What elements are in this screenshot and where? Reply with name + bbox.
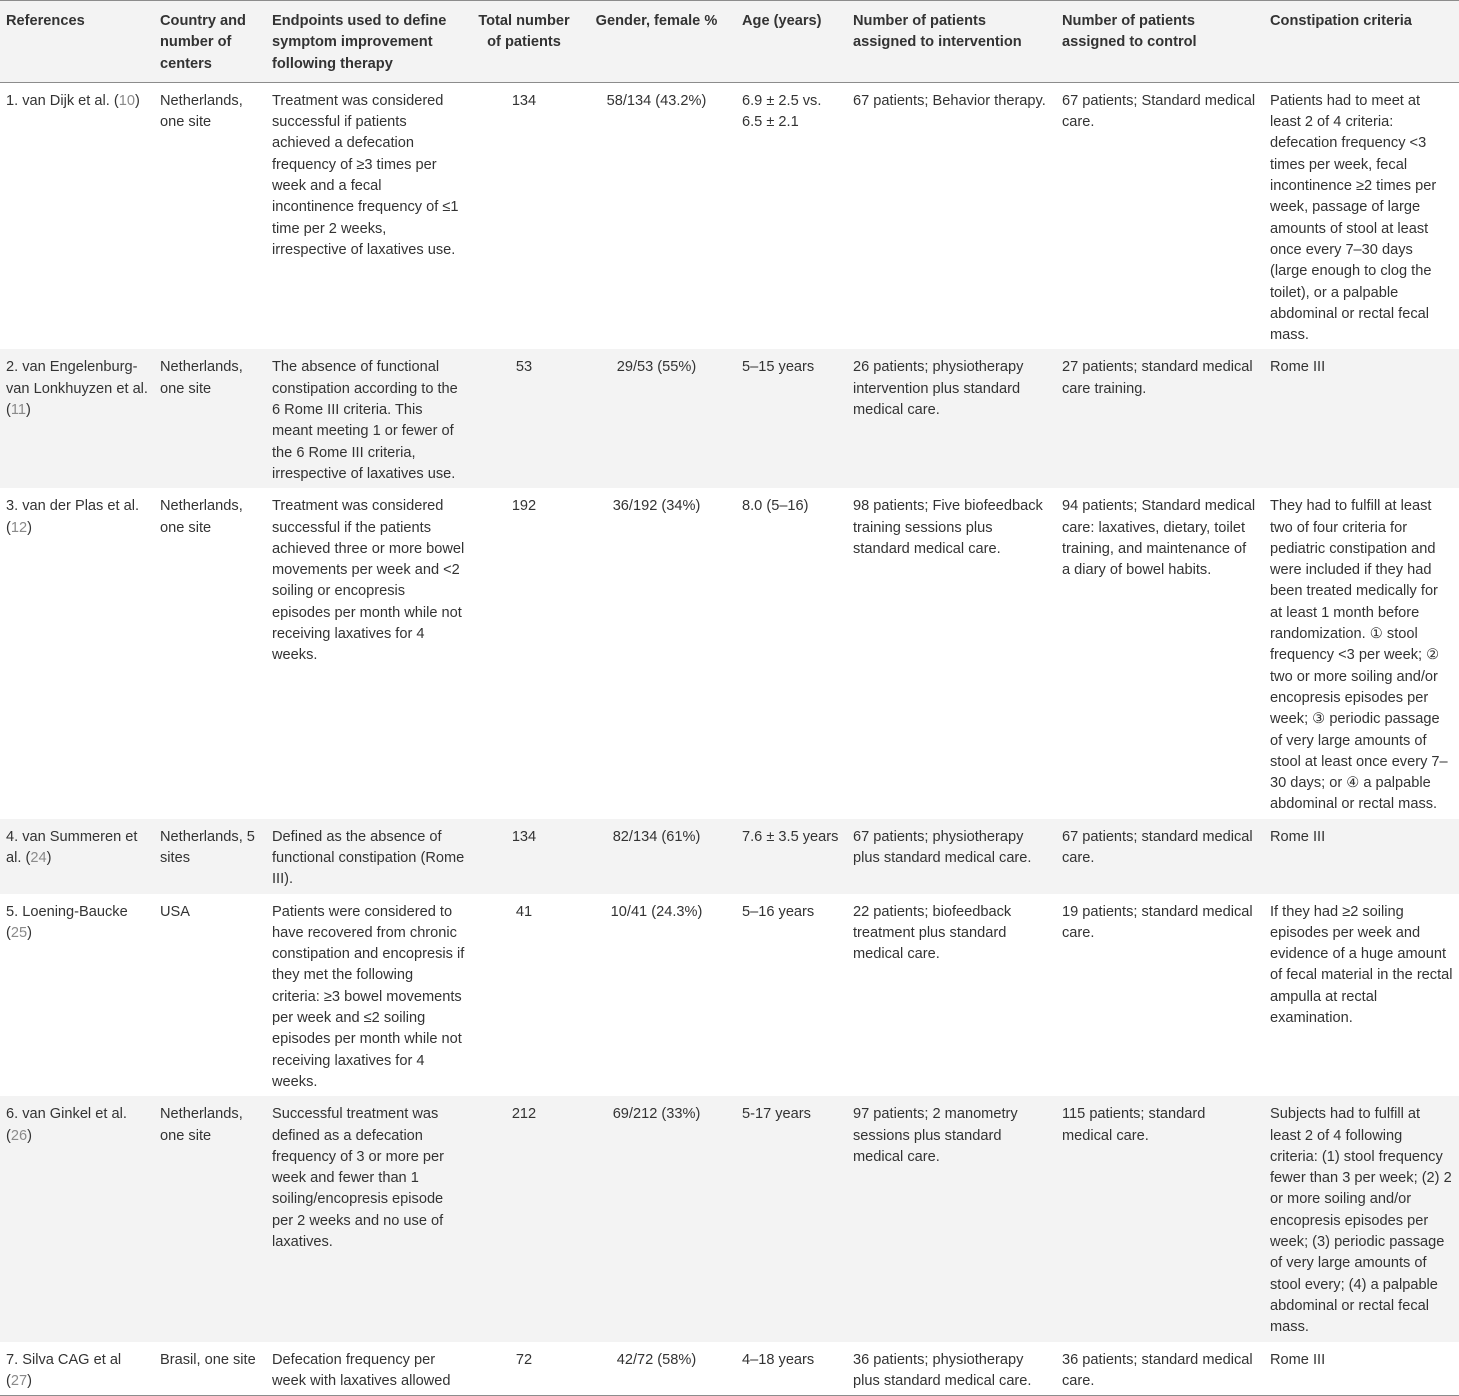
column-header-control: Number of patients assigned to control: [1062, 13, 1197, 51]
endpoints-cell: Treatment was considered successful if patients achieved a defecation frequency of ≥3 times per week and a fecal incontinence frequency of ≤1 time per 2 weeks, irrespective of laxatives use.: [272, 92, 459, 258]
reference-text: 6. van Ginkel et al. (: [6, 1106, 127, 1144]
criteria-cell: Subjects had to fulfill at least 2 of 4 following criteria: (1) stool frequency fewer than 3 per week; (2) 2 or more soiling and/or encopresis episodes per week; (3) periodic passage of very large amounts of stool every; (4) a palpable abdominal or rectal fecal mass.: [1270, 1106, 1452, 1336]
reference-link[interactable]: 25: [10, 924, 28, 941]
endpoints-cell: Successful treatment was defined as a defecation frequency of 3 or more per week and fewer than 1 soiling/encopresis episode per 2 weeks and no use of laxatives.: [272, 1106, 444, 1251]
age-cell: 4–18 years: [742, 1351, 815, 1368]
total-cell: 53: [515, 359, 533, 376]
column-header-country: Country and number of centers: [160, 13, 246, 72]
reference-link[interactable]: 11: [10, 402, 27, 419]
table-header: [0, 1, 1459, 83]
reference-close: ): [46, 849, 52, 866]
control-cell: 115 patients; standard medical care.: [1062, 1106, 1206, 1144]
country-cell: USA: [160, 903, 191, 920]
reference-link[interactable]: 10: [118, 92, 135, 109]
reference-text: 4. van Summeren et al. (: [6, 828, 138, 866]
endpoints-cell: Defined as the absence of functional constipation (Rome III).: [272, 828, 465, 888]
reference-text: 7. Silva CAG et al (: [6, 1351, 122, 1389]
reference-text: 2. van Engelenburg-van Lonkhuyzen et al. (: [6, 359, 148, 419]
table-row: [0, 82, 1459, 349]
intervention-cell: 26 patients; physiotherapy intervention plus standard medical care.: [853, 359, 1024, 419]
total-cell: 212: [511, 1106, 537, 1123]
age-cell: 5-17 years: [742, 1106, 811, 1123]
endpoints-cell: The absence of functional constipation according to the 6 Rome III criteria. This meant meeting 1 or fewer of the 6 Rome III criteria, irrespective of laxatives use.: [272, 359, 458, 482]
reference-text: 3. van der Plas et al. (: [6, 498, 140, 536]
reference-close: ): [134, 92, 140, 109]
endpoints-cell: Defecation frequency per week with laxatives allowed: [272, 1351, 451, 1389]
column-header-total: Total number of patients: [478, 13, 570, 51]
table-row: [0, 349, 1459, 488]
column-header-intervention: Number of patients assigned to intervention: [853, 13, 1022, 51]
gender-cell: 58/134 (43.2%): [606, 92, 707, 109]
reference-cell: [0, 894, 154, 1097]
gender-cell: 82/134 (61%): [612, 828, 701, 845]
reference-close: ): [27, 924, 32, 941]
total-cell: 134: [511, 828, 537, 845]
reference-link[interactable]: 27: [10, 1372, 28, 1389]
age-cell: 7.6 ± 3.5 years: [742, 828, 839, 845]
endpoints-cell: Patients were considered to have recovered from chronic constipation and encopresis if they met the following criteria: ≥3 bowel movements per week and ≤2 soiling episodes per month while not receiving laxatives for 4 weeks.: [272, 903, 465, 1090]
table-row: [0, 488, 1459, 818]
intervention-cell: 98 patients; Five biofeedback training sessions plus standard medical care.: [853, 498, 1043, 557]
control-cell: 67 patients; Standard medical care.: [1062, 92, 1256, 131]
intervention-cell: 67 patients; physiotherapy plus standard medical care.: [853, 828, 1032, 866]
control-cell: 36 patients; standard medical care.: [1062, 1351, 1253, 1389]
age-cell: 5–16 years: [742, 903, 815, 920]
criteria-cell: Rome III: [1270, 359, 1326, 376]
reference-cell: [0, 819, 154, 894]
control-cell: 67 patients; standard medical care.: [1062, 828, 1253, 866]
gender-cell: 10/41 (24.3%): [610, 903, 703, 920]
intervention-cell: 36 patients; physiotherapy plus standard medical care.: [853, 1351, 1032, 1389]
total-cell: 41: [515, 903, 533, 920]
reference-link[interactable]: 12: [10, 519, 28, 536]
total-cell: 72: [515, 1351, 533, 1368]
gender-cell: 69/212 (33%): [612, 1106, 701, 1123]
age-cell: 5–15 years: [742, 359, 815, 376]
reference-close: ): [27, 519, 32, 536]
age-cell: 8.0 (5–16): [742, 498, 809, 515]
criteria-cell: If they had ≥2 soiling episodes per week and evidence of a huge amount of fecal material in the rectal ampulla at rectal examination.: [1270, 903, 1453, 1027]
reference-close: ): [27, 1372, 32, 1389]
intervention-cell: 22 patients; biofeedback treatment plus standard medical care.: [853, 903, 1012, 963]
criteria-cell: Patients had to meet at least 2 of 4 criteria: defecation frequency <3 times per week, fecal incontinence ≥2 times per week, passage of large amounts of stool at least once every 7–30 days (large enough to clog the toilet), or a palpable abdominal or rectal fecal mass.: [1270, 92, 1437, 344]
table-row: [0, 1342, 1459, 1396]
country-cell: Netherlands, one site: [160, 498, 243, 536]
country-cell: Netherlands, one site: [160, 92, 243, 131]
column-header-endpoints: Endpoints used to define symptom improvement following therapy: [272, 13, 447, 72]
table-body: [0, 82, 1459, 1395]
intervention-cell: 97 patients; 2 manometry sessions plus standard medical care.: [853, 1106, 1018, 1165]
intervention-cell: 67 patients; Behavior therapy.: [853, 92, 1046, 109]
column-header-gender: Gender, female %: [595, 13, 718, 29]
reference-cell: [0, 1342, 154, 1396]
control-cell: 19 patients; standard medical care.: [1062, 903, 1253, 941]
header-row: [0, 1, 1459, 83]
table-row: [0, 819, 1459, 894]
table-row: [0, 1096, 1459, 1341]
criteria-cell: Rome III: [1270, 828, 1326, 845]
reference-cell: [0, 82, 154, 349]
table-row: [0, 894, 1459, 1097]
country-cell: Netherlands, 5 sites: [160, 828, 255, 866]
gender-cell: 29/53 (55%): [616, 359, 697, 376]
column-header-criteria: Constipation criteria: [1270, 13, 1412, 29]
reference-close: ): [27, 1127, 32, 1144]
country-cell: Brasil, one site: [160, 1351, 256, 1368]
total-cell: 192: [511, 498, 537, 515]
endpoints-cell: Treatment was considered successful if the patients achieved three or more bowel movements per week and <2 soiling or encopresis episodes per month while not receiving laxatives for 4 weeks.: [272, 498, 465, 664]
reference-cell: [0, 349, 154, 488]
criteria-cell: They had to fulfill at least two of four criteria for pediatric constipation and were included if they had been treated medically for at least 1 month before randomization. ① stool frequency <3 per week; ② two or more soiling and/or encopresis episodes per week; ③ periodic passage of very large amounts of stool at least once every 7–30 days; or ④ a palpable abdominal or rectal mass.: [1270, 498, 1448, 813]
age-cell: 6.9 ± 2.5 vs. 6.5 ± 2.1: [742, 92, 822, 131]
reference-close: ): [26, 402, 31, 419]
gender-cell: 42/72 (58%): [616, 1351, 697, 1368]
control-cell: 94 patients; Standard medical care: laxatives, dietary, toilet training, and maintenance of a diary of bowel habits.: [1062, 498, 1256, 579]
column-header-age: Age (years): [742, 13, 822, 29]
reference-text: 5. Loening-Baucke (: [6, 903, 128, 941]
criteria-cell: Rome III: [1270, 1351, 1326, 1368]
reference-cell: [0, 1096, 154, 1341]
control-cell: 27 patients; standard medical care training.: [1062, 359, 1253, 397]
gender-cell: 36/192 (34%): [612, 498, 701, 515]
total-cell: 134: [511, 92, 537, 109]
column-header-references: References: [6, 13, 85, 29]
reference-link[interactable]: 26: [10, 1127, 28, 1144]
reference-text: 1. van Dijk et al. (: [6, 92, 119, 109]
country-cell: Netherlands, one site: [160, 359, 243, 397]
reference-link[interactable]: 24: [30, 849, 47, 866]
reference-cell: [0, 488, 154, 818]
country-cell: Netherlands, one site: [160, 1106, 243, 1144]
